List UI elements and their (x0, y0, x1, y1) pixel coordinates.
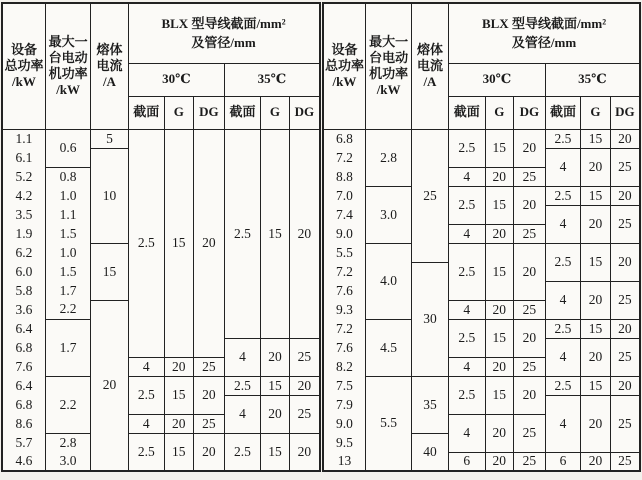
header-col-g: G (260, 96, 290, 129)
header-col-g: G (165, 96, 194, 129)
table-cell: 25 (290, 395, 320, 433)
header-line: /kW (332, 74, 357, 90)
header-line: 总功率 (4, 58, 44, 74)
wiring-table-left (1, 2, 321, 472)
table-cell: 2.2 (45, 376, 90, 433)
table-cell: 15 (581, 376, 611, 395)
table-cell: 1.7 (45, 319, 90, 376)
table-cell: 5 (91, 129, 128, 148)
table-cell: 7.4 (323, 205, 366, 224)
table-cell: 15 (165, 376, 194, 414)
table-cell: 4 (545, 148, 580, 186)
table-cell: 2.5 (449, 186, 485, 224)
table-cell: 25 (514, 300, 546, 319)
table-cell: 6.8 (323, 129, 366, 148)
table-cell: 6.2 (2, 243, 45, 262)
table-cell: 15 (581, 243, 611, 281)
header-col-dg: DG (193, 96, 225, 129)
table-row (2, 376, 320, 395)
header-line: /kW (376, 82, 401, 98)
table-cell: 25 (514, 167, 546, 186)
header-blx-title (449, 3, 640, 63)
table-cell: 1.1 (45, 205, 90, 224)
header-col-dg: DG (290, 96, 320, 129)
table-cell: 20 (610, 319, 640, 338)
table-cell: 25 (514, 414, 546, 452)
header-line: BLX 型导线截面/mm² (161, 16, 286, 32)
table-cell: 2.5 (128, 129, 164, 357)
table-cell: 2.5 (128, 376, 164, 414)
table-cell: 4.2 (2, 186, 45, 205)
table-cell: 20 (514, 129, 546, 167)
table-cell: 5.7 (2, 433, 45, 452)
table-cell: 20 (610, 129, 640, 148)
table-body (2, 129, 320, 471)
table-cell: 15 (260, 376, 290, 395)
header-line: /A (423, 74, 437, 90)
table-cell: 15 (581, 129, 611, 148)
header-line: 机功率 (369, 66, 409, 82)
table-cell: 20 (485, 357, 514, 376)
header-motor-power (366, 3, 411, 129)
table-cell: 20 (514, 243, 546, 300)
table-cell: 20 (581, 395, 611, 452)
table-cell: 0.8 (45, 167, 90, 186)
header-fuse-current (411, 3, 448, 129)
table-body (323, 129, 641, 471)
table-cell: 1.7 (45, 281, 90, 300)
table-row (323, 186, 641, 205)
table-cell: 15 (581, 186, 611, 205)
table-cell: 25 (610, 281, 640, 319)
table-cell: 2.2 (45, 300, 90, 319)
header-line: 电流 (416, 58, 443, 74)
header-line: 总功率 (324, 58, 364, 74)
table-cell: 20 (290, 376, 320, 395)
table-cell: 2.5 (449, 243, 485, 300)
header-line: /A (102, 74, 116, 90)
table-cell: 20 (514, 319, 546, 357)
table-cell: 7.9 (323, 395, 366, 414)
header-line: 机功率 (48, 66, 88, 82)
header-col-section: 截面 (545, 96, 580, 129)
table-cell: 15 (485, 376, 514, 414)
header-fuse-current (91, 3, 128, 129)
header-col-section: 截面 (128, 96, 164, 129)
table-cell: 25 (193, 414, 225, 433)
table-cell: 3.0 (45, 452, 90, 471)
table-cell: 15 (485, 319, 514, 357)
table-cell: 6.8 (2, 338, 45, 357)
table-cell: 15 (165, 433, 194, 471)
table-header (323, 3, 641, 129)
table-header (2, 3, 320, 129)
header-temp-35: 35℃ (545, 63, 640, 96)
table-cell: 20 (165, 357, 194, 376)
table-cell: 4.6 (2, 452, 45, 471)
table-cell: 20 (193, 376, 225, 414)
table-cell: 25 (514, 452, 546, 471)
table-cell: 6.4 (2, 376, 45, 395)
table-cell: 4.5 (366, 319, 411, 376)
table-cell: 3.6 (2, 300, 45, 319)
table-cell: 7.2 (323, 319, 366, 338)
table-cell: 20 (193, 129, 225, 357)
table-cell: 20 (514, 186, 546, 224)
header-temp-30: 30℃ (449, 63, 546, 96)
table-cell: 4 (449, 357, 485, 376)
table-cell: 5.8 (2, 281, 45, 300)
table-cell: 20 (91, 300, 128, 471)
table-cell: 20 (581, 338, 611, 376)
table-cell: 4 (225, 338, 260, 376)
header-temp-30: 30℃ (128, 63, 225, 96)
header-line: 熔体 (96, 42, 123, 58)
table-cell: 20 (485, 224, 514, 243)
table-row (2, 3, 320, 63)
table-cell: 20 (290, 433, 320, 471)
table-cell: 7.5 (323, 376, 366, 395)
table-cell: 1.9 (2, 224, 45, 243)
table-cell: 20 (485, 167, 514, 186)
table-row (2, 129, 320, 148)
table-cell: 4 (225, 395, 260, 433)
table-cell: 4 (545, 338, 580, 376)
table-cell: 6.8 (2, 395, 45, 414)
table-cell: 1.1 (2, 129, 45, 148)
table-cell: 6.1 (2, 148, 45, 167)
table-cell: 1.0 (45, 186, 90, 205)
table-cell: 4 (128, 414, 164, 433)
table-cell: 6 (449, 452, 485, 471)
wiring-table-right (322, 2, 642, 472)
table-cell: 2.5 (449, 129, 485, 167)
table-cell: 25 (610, 205, 640, 243)
header-line: 及管径/mm (191, 35, 256, 51)
table-cell: 13 (323, 452, 366, 471)
table-cell: 25 (514, 224, 546, 243)
table-cell: 4 (545, 205, 580, 243)
table-row (323, 243, 641, 262)
table-cell: 2.5 (225, 433, 260, 471)
table-cell: 7.2 (323, 148, 366, 167)
table-cell: 20 (485, 300, 514, 319)
table-cell: 8.2 (323, 357, 366, 376)
table-cell: 20 (260, 338, 290, 376)
header-line: 最大一 (48, 34, 88, 50)
table-cell: 9.0 (323, 414, 366, 433)
table-cell: 20 (610, 243, 640, 281)
table-row (323, 3, 641, 63)
table-cell: 25 (290, 338, 320, 376)
table-cell: 3.0 (366, 186, 411, 243)
table-cell: 20 (581, 205, 611, 243)
table-cell: 6.4 (2, 319, 45, 338)
table-cell: 2.5 (449, 376, 485, 414)
table-row (323, 376, 641, 395)
table-cell: 5.5 (366, 376, 411, 471)
table-cell: 20 (165, 414, 194, 433)
table-cell: 4 (545, 281, 580, 319)
header-col-section: 截面 (449, 96, 485, 129)
table-cell: 30 (411, 262, 448, 376)
table-cell: 20 (514, 376, 546, 414)
table-cell: 25 (411, 129, 448, 262)
table-cell: 40 (411, 433, 448, 471)
table-cell: 20 (485, 414, 514, 452)
header-motor-power (45, 3, 90, 129)
table-cell: 1.5 (45, 262, 90, 281)
table-cell: 2.5 (545, 243, 580, 281)
table-cell: 7.6 (323, 338, 366, 357)
table-cell: 7.0 (323, 186, 366, 205)
table-cell: 2.5 (545, 376, 580, 395)
table-cell: 4 (449, 224, 485, 243)
table-cell: 7.6 (323, 281, 366, 300)
header-line: 电流 (96, 58, 123, 74)
header-line: /kW (56, 82, 81, 98)
table-cell: 25 (610, 338, 640, 376)
header-line: 熔体 (416, 42, 443, 58)
table-cell: 10 (91, 148, 128, 243)
header-line: 台电动 (48, 50, 88, 66)
table-cell: 2.5 (225, 376, 260, 395)
table-cell: 25 (610, 452, 640, 471)
table-cell: 20 (610, 376, 640, 395)
table-cell: 7.2 (323, 262, 366, 281)
table-cell: 6 (545, 452, 580, 471)
table-cell: 1.0 (45, 243, 90, 262)
table-cell: 15 (260, 433, 290, 471)
table-cell: 2.8 (45, 433, 90, 452)
header-line: 台电动 (369, 50, 409, 66)
table-cell: 4 (449, 167, 485, 186)
table-cell: 4.0 (366, 243, 411, 319)
table-cell: 15 (165, 129, 194, 357)
header-col-g: G (581, 96, 611, 129)
header-col-section: 截面 (225, 96, 260, 129)
table-cell: 2.5 (128, 433, 164, 471)
header-col-dg: DG (610, 96, 640, 129)
header-col-dg: DG (514, 96, 546, 129)
header-col-g: G (485, 96, 514, 129)
header-blx-title (128, 3, 319, 63)
header-line: BLX 型导线截面/mm² (481, 16, 607, 32)
table-cell: 5.5 (323, 243, 366, 262)
table-row (323, 319, 641, 338)
table-cell: 25 (610, 148, 640, 186)
table-cell: 15 (581, 319, 611, 338)
table-cell: 2.5 (225, 129, 260, 338)
table-cell: 9.0 (323, 224, 366, 243)
table-cell: 25 (193, 357, 225, 376)
table-cell: 6.0 (2, 262, 45, 281)
header-line: 设备 (331, 42, 358, 58)
table-cell: 4 (545, 395, 580, 452)
table-cell: 15 (260, 129, 290, 338)
table-cell: 20 (581, 452, 611, 471)
table-cell: 35 (411, 376, 448, 433)
table-cell: 3.5 (2, 205, 45, 224)
table-cell: 15 (91, 243, 128, 300)
table-cell: 15 (485, 129, 514, 167)
header-temp-35: 35℃ (225, 63, 320, 96)
table-cell: 2.5 (449, 319, 485, 357)
table-cell: 4 (449, 414, 485, 452)
table-cell: 5.2 (2, 167, 45, 186)
table-cell: 2.5 (545, 186, 580, 205)
table-row (2, 433, 320, 452)
table-cell: 4 (449, 300, 485, 319)
header-device-power (323, 3, 366, 129)
table-cell: 2.5 (545, 129, 580, 148)
table-cell: 2.8 (366, 129, 411, 186)
table-cell: 15 (485, 186, 514, 224)
header-line: /kW (12, 74, 36, 90)
table-cell: 25 (610, 395, 640, 452)
table-cell: 2.5 (545, 319, 580, 338)
header-line: 及管径/mm (511, 35, 577, 51)
table-cell: 4 (128, 357, 164, 376)
table-cell: 1.5 (45, 224, 90, 243)
header-line: 设备 (10, 42, 37, 58)
table-cell: 9.3 (323, 300, 366, 319)
table-cell: 15 (485, 243, 514, 300)
table-cell: 8.8 (323, 167, 366, 186)
table-row (323, 129, 641, 148)
header-device-power (2, 3, 45, 129)
table-cell: 9.5 (323, 433, 366, 452)
table-cell: 20 (610, 186, 640, 205)
table-cell: 25 (514, 357, 546, 376)
header-line: 最大一 (369, 34, 409, 50)
table-cell: 0.6 (45, 129, 90, 167)
table-cell: 8.6 (2, 414, 45, 433)
table-cell: 20 (485, 452, 514, 471)
table-cell: 20 (193, 433, 225, 471)
table-cell: 7.6 (2, 357, 45, 376)
table-cell: 20 (260, 395, 290, 433)
table-cell: 20 (581, 148, 611, 186)
table-cell: 20 (581, 281, 611, 319)
table-cell: 20 (290, 129, 320, 338)
